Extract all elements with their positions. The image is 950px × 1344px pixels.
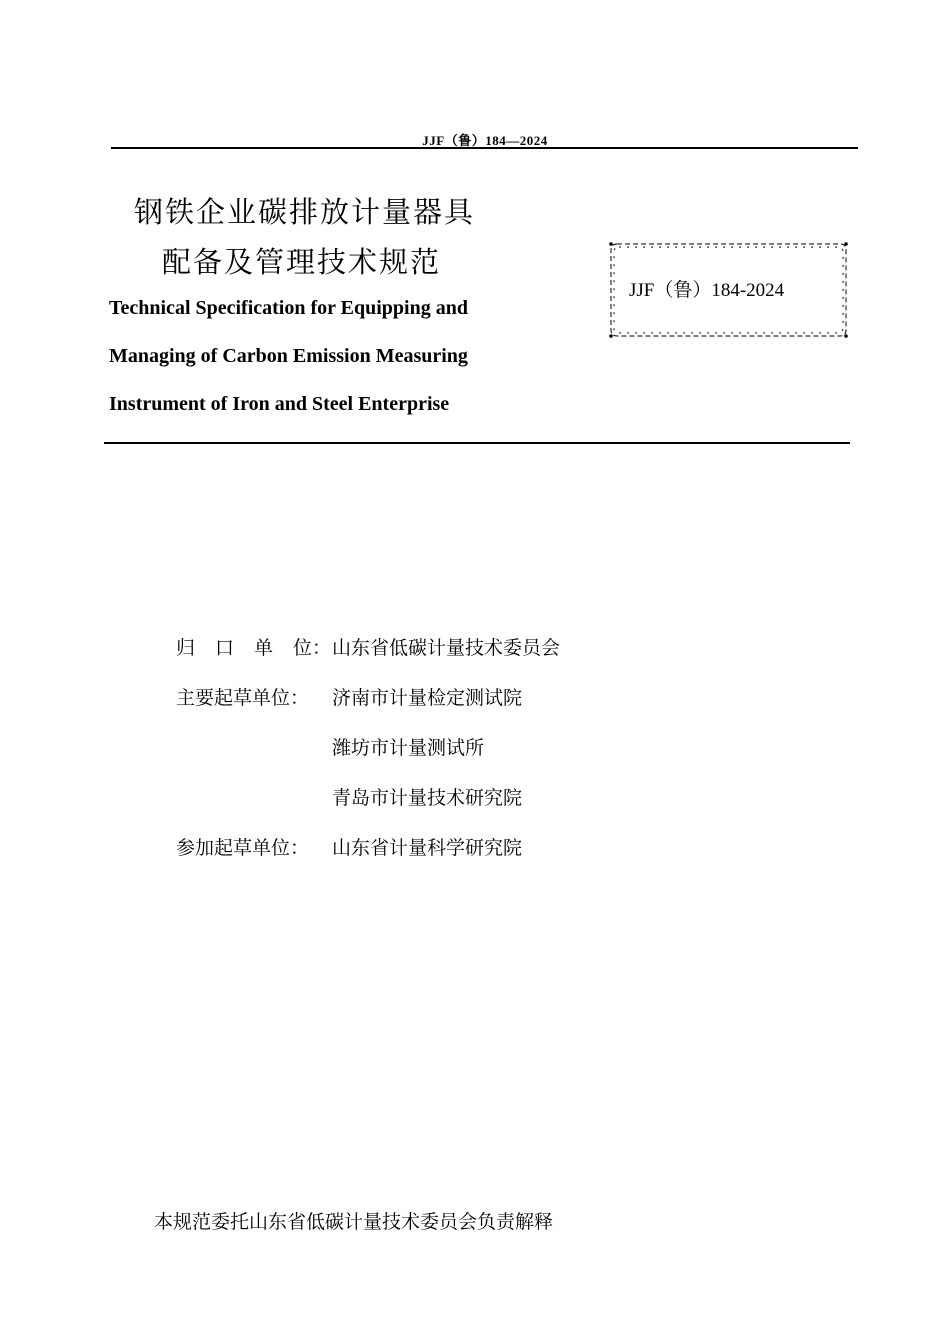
title-rule xyxy=(104,442,850,444)
main-drafting-unit-3: 青岛市计量技术研究院 xyxy=(332,787,523,809)
header-standard-code: JJF（鲁）184—2024 xyxy=(422,133,548,148)
centralized-unit-label xyxy=(176,633,312,660)
centralized-unit-value: 山东省低碳计量技术委员会 xyxy=(332,637,561,659)
header-rule xyxy=(111,147,858,149)
main-drafting-unit-2: 潍坊市计量测试所 xyxy=(332,737,485,759)
main-drafting-unit-1: 济南市计量检定测试院 xyxy=(332,687,523,709)
label-char-4: 位 xyxy=(292,637,312,659)
label-char-3: 单 xyxy=(253,637,273,659)
interpretation-note: 本规范委托山东省低碳计量技术委员会负责解释 xyxy=(154,1211,554,1233)
label-colon: ： xyxy=(312,637,332,659)
label-char-1: 归 xyxy=(176,637,196,659)
participating-unit-value: 山东省计量科学研究院 xyxy=(332,837,523,859)
title-en-line-2: Managing of Carbon Emission Measuring xyxy=(109,345,468,367)
title-en-line-3: Instrument of Iron and Steel Enterprise xyxy=(109,393,450,415)
main-drafting-unit-label: 主要起草单位： xyxy=(176,687,310,709)
label-char-2: 口 xyxy=(214,637,234,659)
stamp-code: JJF（鲁）184-2024 xyxy=(629,280,785,301)
participating-unit-label: 参加起草单位： xyxy=(176,837,310,859)
title-zh-line-2: 配备及管理技术规范 xyxy=(162,245,442,279)
title-en-line-1: Technical Specification for Equipping and xyxy=(109,297,468,319)
title-zh-line-1: 钢铁企业碳排放计量器具 xyxy=(134,195,476,229)
